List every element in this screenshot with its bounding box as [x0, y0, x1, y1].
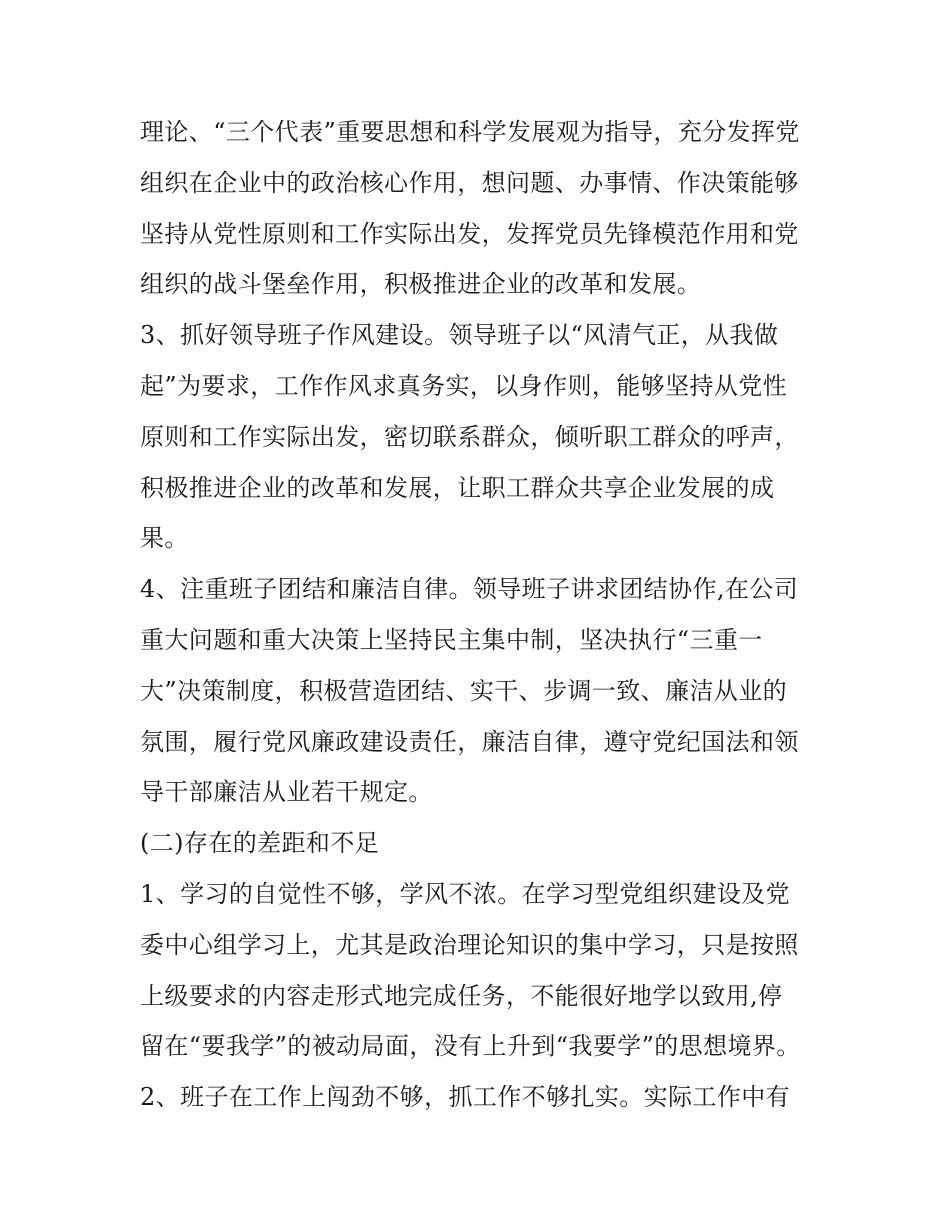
text-line: 重大问题和重大决策上坚持民主集中制，坚决执行“三重一 [140, 625, 763, 654]
text-line: 导干部廉洁从业若干规定。 [140, 778, 433, 807]
text-line: 果。 [140, 524, 189, 553]
text-line: 理论、“三个代表”重要思想和科学发展观为指导，充分发挥党 [140, 118, 800, 146]
document-body [140, 107, 820, 1123]
text-line: 组织在企业中的政治核心作用，想问题、办事情、作决策能够 [140, 168, 799, 197]
text-line: 组织的战斗堡垒作用，积极推进企业的改革和发展。 [140, 270, 702, 299]
text-line: 起”为要求，工作作风求真务实，以身作则，能够坚持从党性 [140, 371, 788, 400]
text-line: 留在“要我学”的被动局面，没有上升到“我要学”的思想境界。 [140, 1032, 801, 1061]
text-line: 坚持从党性原则和工作实际出发，发挥党员先锋模范作用和党 [140, 219, 799, 248]
text-line: 委中心组学习上，尤其是政治理论知识的集中学习，只是按照 [140, 930, 799, 959]
text-line: 原则和工作实际出发，密切联系群众，倾听职工群众的呼声， [140, 422, 799, 451]
section-heading: (二)存在的差距和不足 [140, 829, 380, 858]
text-line: 氛围，履行党风廉政建设责任，廉洁自律，遵守党纪国法和领 [140, 727, 799, 756]
text-line: 上级要求的内容走形式地完成任务，不能很好地学以致用,停 [140, 981, 783, 1010]
text-line: 1、学习的自觉性不够，学风不浓。在学习型党组织建设及党 [140, 879, 791, 908]
text-line: 大”决策制度，积极营造团结、实干、步调一致、廉洁从业的 [140, 676, 788, 705]
text-line: 4、注重班子团结和廉洁自律。领导班子讲求团结协作,在公司 [140, 575, 799, 604]
text-line: 积极推进企业的改革和发展，让职工群众共享企业发展的成 [140, 473, 775, 502]
text-line: 3、抓好领导班子作风建设。领导班子以“风清气正，从我做 [140, 321, 779, 350]
text-line: 2、班子在工作上闯劲不够，抓工作不够扎实。实际工作中有 [140, 1083, 791, 1112]
